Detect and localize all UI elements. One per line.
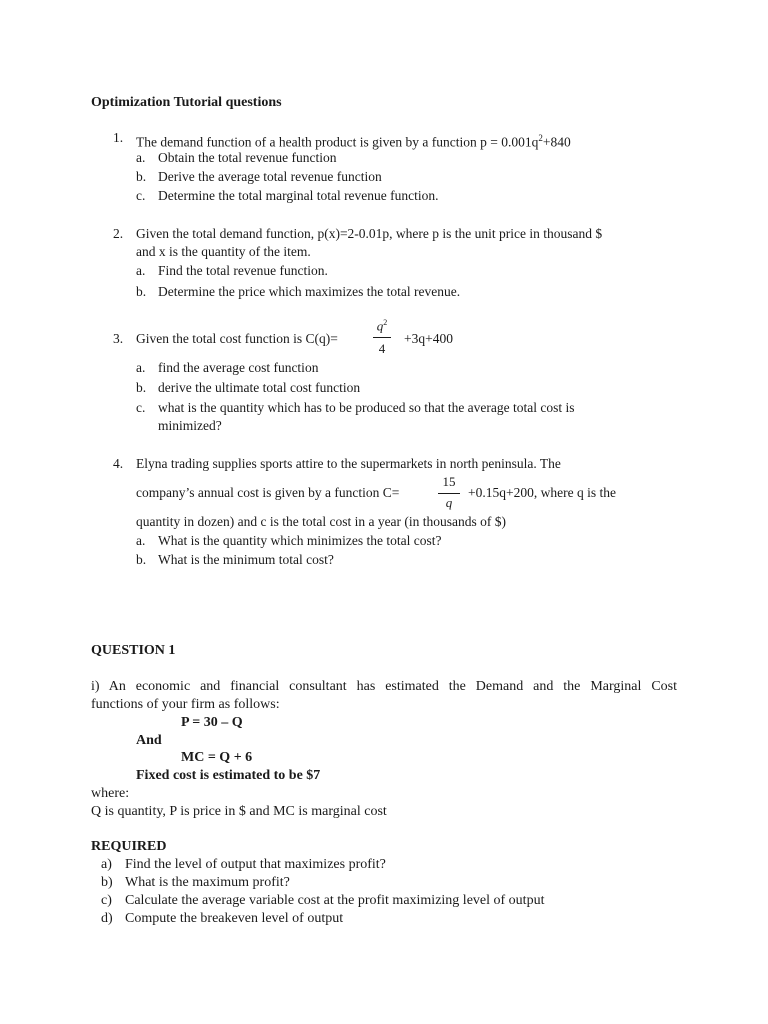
list-item: What is the maximum profit? — [125, 875, 290, 890]
list-item: what is the quantity which has to be produced so that the average total cost is — [158, 400, 575, 415]
question-text-tail: +3q+400 — [404, 331, 453, 346]
page-title: Optimization Tutorial questions — [91, 95, 282, 110]
list-item-label: b. — [136, 284, 147, 299]
question-text-cont: and x is the quantity of the item. — [136, 244, 311, 259]
question-text-tail: +0.15q+200, where q is the — [468, 485, 616, 500]
list-item-label: a. — [136, 263, 146, 278]
list-item-label: a. — [136, 360, 146, 375]
list-item: derive the ultimate total cost function — [158, 380, 361, 395]
question-number: 4. — [113, 456, 124, 471]
list-item-label: b. — [136, 380, 147, 395]
list-item: What is the quantity which minimizes the total cost? — [158, 533, 442, 548]
fraction-numerator: $q^2$ — [376, 318, 388, 334]
fraction-bar — [373, 337, 391, 338]
fraction-numerator: 15 — [442, 474, 456, 489]
list-item: Obtain the total revenue function — [158, 150, 337, 165]
fraction-denominator: 4 — [378, 341, 386, 356]
definitions-text: Q is quantity, P is price in $ and MC is marginal cost — [91, 804, 387, 819]
list-item: Find the level of output that maximizes profit? — [125, 857, 386, 872]
fraction — [438, 474, 460, 514]
fraction — [373, 316, 391, 358]
list-item-label: a. — [136, 150, 146, 165]
intro-line-1: i) An economic and financial consultant has estimated the Demand and the Marginal Cost — [91, 679, 677, 694]
and-label: And — [136, 733, 162, 748]
list-item-label: a. — [136, 533, 146, 548]
list-item: Derive the average total revenue function — [158, 169, 382, 184]
list-item: Determine the total marginal total revenue function. — [158, 188, 439, 203]
question-text: The demand function of a health product is given by a function $p = 0.001q^2+840$ — [136, 133, 571, 150]
list-item: Calculate the average variable cost at the profit maximizing level of output — [125, 893, 545, 908]
list-item: Determine the price which maximizes the total revenue. — [158, 284, 461, 299]
fixed-cost-text: Fixed cost is estimated to be $7 — [136, 768, 321, 783]
question-text-cont: quantity in dozen) and c is the total cost in a year (in thousands of $) — [136, 514, 507, 529]
question-text: Elyna trading supplies sports attire to the supermarkets in north peninsula. The — [136, 456, 561, 471]
list-item-label: b. — [136, 169, 147, 184]
question-number: 2. — [113, 226, 124, 241]
section-heading: QUESTION 1 — [91, 643, 176, 658]
list-item-label: b) — [101, 875, 113, 890]
question-text: Given the total demand function, p(x)=2-0.01p, where p is the unit price in thousand $ — [136, 226, 603, 241]
question-number: 3. — [113, 331, 124, 346]
list-item: Compute the breakeven level of output — [125, 911, 344, 926]
list-item-label: c) — [101, 893, 112, 908]
list-item: find the average cost function — [158, 360, 319, 375]
marginal-cost-equation: MC = Q + 6 — [181, 750, 253, 765]
question-text: Given the total cost function is C(q)= — [136, 331, 338, 346]
list-item: What is the minimum total cost? — [158, 552, 334, 567]
where-label: where: — [91, 786, 130, 801]
list-item-label: b. — [136, 552, 147, 567]
list-item-label: c. — [136, 400, 146, 415]
fraction-bar — [438, 493, 460, 494]
required-heading: REQUIRED — [91, 839, 167, 854]
intro-line-2: functions of your firm as follows: — [91, 697, 280, 712]
list-item: Find the total revenue function. — [158, 263, 328, 278]
question-text-cont: company’s annual cost is given by a function C= — [136, 485, 400, 500]
list-item-cont: minimized? — [158, 418, 222, 433]
question-number: 1. — [113, 130, 124, 145]
demand-equation: P = 30 – Q — [181, 715, 243, 730]
list-item-label: a) — [101, 857, 112, 872]
list-item-label: c. — [136, 188, 146, 203]
fraction-denominator: q — [445, 495, 453, 510]
list-item-label: d) — [101, 911, 113, 926]
